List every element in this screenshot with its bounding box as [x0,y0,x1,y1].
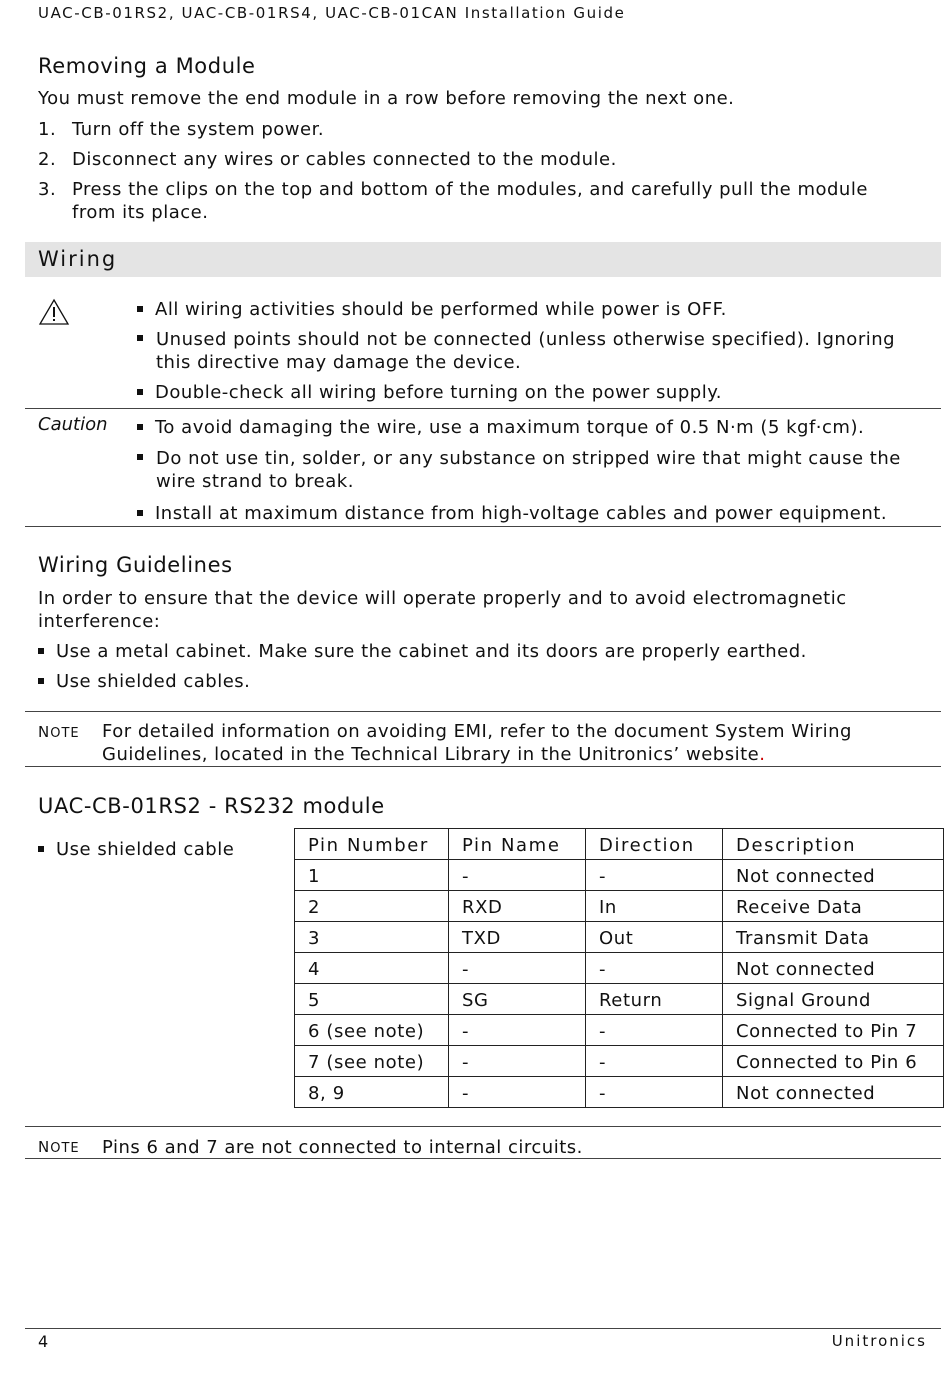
section-band-wiring [25,242,941,277]
table-row [295,984,944,1015]
note-text [102,720,902,766]
table-cell: Receive Data [723,891,944,922]
table-cell: Connected to Pin 7 [723,1015,944,1046]
list-item [137,328,155,349]
table-cell: - [449,1046,586,1077]
divider [25,408,941,409]
table-cell: Connected to Pin 6 [723,1046,944,1077]
table-cell: Not connected [723,953,944,984]
note-label [38,1138,80,1156]
table-cell: 2 [295,891,449,922]
table-cell: - [586,953,723,984]
note-label-cap: N [38,723,51,741]
bullet-icon [137,306,143,312]
step-text: Disconnect any wires or cables connected to the module. [72,149,617,170]
column-header: Direction [586,829,723,860]
bullet-icon [38,846,44,852]
table-cell: Signal Ground [723,984,944,1015]
bullet-text: Do not use tin, solder, or any substance on stripped wire that might cause the wire strand to break. [156,448,901,492]
note-text: Pins 6 and 7 are not connected to internal circuits. [102,1137,583,1158]
list-item [137,381,722,404]
table-cell: Return [586,984,723,1015]
bullet-text: Install at maximum distance from high-voltage cables and power equipment. [155,503,888,524]
table-row [295,1077,944,1108]
footer-brand: Unitronics [831,1332,927,1350]
table-cell: 3 [295,922,449,953]
note-label-cap: N [38,1138,51,1156]
note-label [38,723,80,741]
bullet-icon [137,389,143,395]
note-label-rest: OTE [50,1141,80,1156]
table-cell: 7 (see note) [295,1046,449,1077]
footer-divider [25,1328,941,1329]
guidelines-intro: In order to ensure that the device will operate properly and to avoid electromagnetic interference: [38,588,847,632]
table-cell: Out [586,922,723,953]
table-cell: - [586,1046,723,1077]
table-row [295,891,944,922]
bullet-icon [137,335,143,341]
divider [25,1126,941,1127]
table-cell: - [449,953,586,984]
list-item [38,118,324,141]
list-item [38,838,234,861]
bullet-text: Double-check all wiring before turning on the power supply. [155,382,723,403]
table-cell: 1 [295,860,449,891]
column-header: Description [723,829,944,860]
column-header: Pin Name [449,829,586,860]
pin-table [294,828,944,1108]
step-number: 3. [38,179,57,200]
table-cell: 4 [295,953,449,984]
note-body: For detailed information on avoiding EMI, refer to the document System Wiring Guidelines, located in the Technical Library in the Unitronics’ website [102,721,852,765]
table-cell: - [449,1015,586,1046]
column-header: Pin Number [295,829,449,860]
table-row [295,922,944,953]
list-item [38,640,807,663]
table-row [295,953,944,984]
bullet-icon [38,648,44,654]
table-cell: 6 (see note) [295,1015,449,1046]
table-cell: - [586,1077,723,1108]
bullet-icon [137,424,143,430]
section-heading-removing-module: Removing a Module [38,54,256,78]
table-cell: In [586,891,723,922]
step-number: 1. [38,119,57,140]
bullet-text: Use a metal cabinet. Make sure the cabinet and its doors are properly earthed. [56,641,807,662]
divider [25,711,941,712]
document-header-title: UAC-CB-01RS2, UAC-CB-01RS4, UAC-CB-01CAN Installation Guide [38,4,626,22]
bullet-text: To avoid damaging the wire, use a maximum torque of 0.5 N·m (5 kgf·cm). [155,417,865,438]
table-cell: - [449,860,586,891]
bullet-icon [137,454,143,460]
bullet-text: Use shielded cables. [56,671,251,692]
list-item [137,298,727,321]
table-cell: - [449,1077,586,1108]
list-item [137,447,155,468]
divider [25,526,941,527]
list-item [38,148,617,171]
table-cell: 8, 9 [295,1077,449,1108]
bullet-icon [38,678,44,684]
bullet-text: Unused points should not be connected (unless otherwise specified). Ignoring this directive may damage the device. [156,329,896,373]
list-item [38,178,72,201]
divider [25,1158,941,1159]
section-heading-wiring-guidelines: Wiring Guidelines [38,553,233,577]
table-cell: Not connected [723,1077,944,1108]
table-cell: TXD [449,922,586,953]
table-cell: RXD [449,891,586,922]
list-item [137,416,864,439]
table-cell: Not connected [723,860,944,891]
table-row [295,1046,944,1077]
note-link-period: . [759,744,766,765]
section-heading-wiring: Wiring [38,247,118,271]
bullet-icon [137,510,143,516]
divider [25,766,941,767]
table-header-row [295,829,944,860]
table-cell: - [586,1015,723,1046]
table-cell: - [586,860,723,891]
step-text: Press the clips on the top and bottom of the modules, and carefully pull the module from its place. [72,179,868,223]
table-row [295,860,944,891]
note-label-rest: OTE [50,726,80,741]
removing-intro: You must remove the end module in a row before removing the next one. [38,88,735,109]
page-number: 4 [38,1332,49,1351]
table-cell: SG [449,984,586,1015]
section-heading-rs232: UAC-CB-01RS2 - RS232 module [38,794,385,818]
bullet-text: Use shielded cable [56,839,235,860]
bullet-text: All wiring activities should be performed while power is OFF. [155,299,727,320]
step-number: 2. [38,149,57,170]
table-cell: 5 [295,984,449,1015]
caution-label: Caution [38,414,108,435]
list-item [38,670,250,693]
table-row [295,1015,944,1046]
warning-triangle-icon [38,298,70,326]
list-item [137,502,887,525]
table-cell: Transmit Data [723,922,944,953]
step-text: Turn off the system power. [72,119,325,140]
